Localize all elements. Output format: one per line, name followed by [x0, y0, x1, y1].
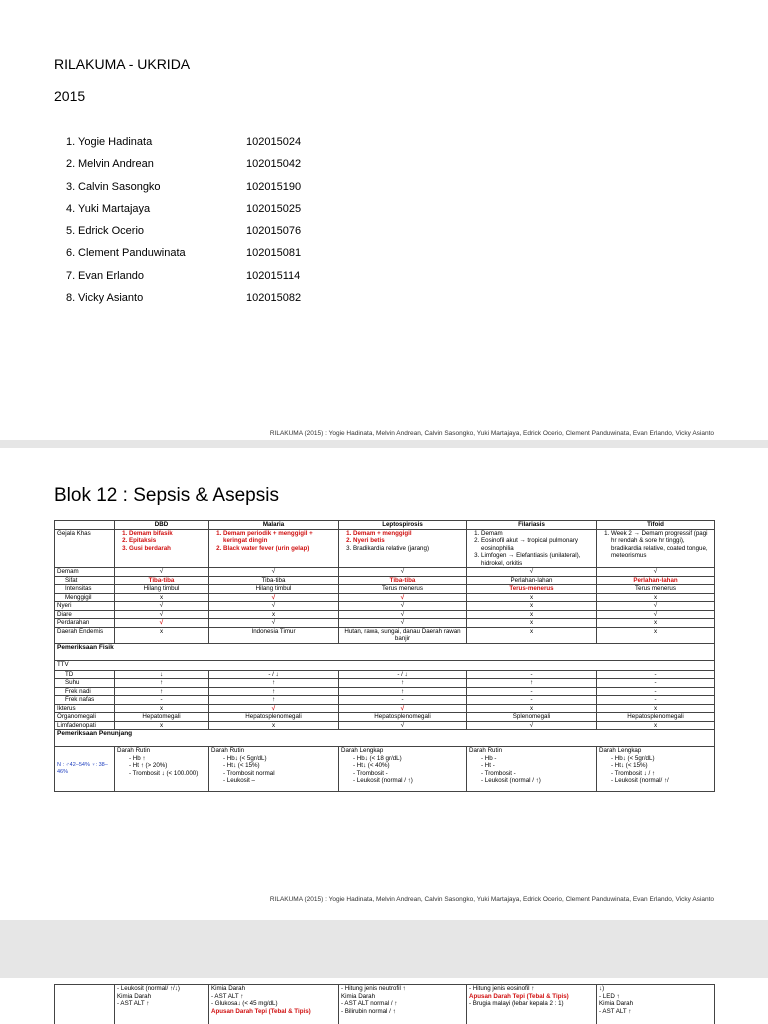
member-row — [66, 270, 301, 292]
table-cell: - — [467, 670, 597, 679]
lab-heading: Darah Lengkap — [341, 747, 384, 754]
row-label: Limfadenopati — [55, 721, 115, 730]
row-label: Demam — [55, 568, 115, 577]
table-cell: Splenomegali — [467, 713, 597, 722]
table-cell: √ — [209, 568, 339, 577]
lab-cell — [209, 985, 339, 1024]
list-item: 2. Eosinofil akut → tropical pulmonary eosinophilia — [481, 537, 594, 552]
table-cell: x — [209, 721, 339, 730]
filariasis-cell — [467, 529, 597, 568]
table-cell: Tiba-tiba — [115, 576, 209, 585]
table-row — [55, 670, 715, 679]
member-id: 102015190 — [246, 180, 302, 193]
table-cell: x — [597, 704, 715, 713]
lab-item: - Hb - — [481, 755, 594, 763]
list-item: 1. Demam bifasik — [129, 530, 206, 538]
penunjang-note: N : ♂42–54% ♀: 38–46% — [55, 747, 115, 792]
table-cell: - — [597, 679, 715, 688]
member-number: 8. — [66, 292, 76, 305]
table-cell: √ — [339, 610, 467, 619]
continuation-table — [54, 984, 715, 1024]
lab-list — [469, 755, 594, 785]
table-cell: Hepatosplenomegali — [597, 713, 715, 722]
lab-list — [599, 755, 712, 785]
lab-item: - Leukosit – — [223, 777, 336, 785]
lab-item: - Hb↓ (< 18 gr/dL) — [353, 755, 464, 763]
table-row — [55, 696, 715, 705]
lab-cell — [209, 747, 339, 792]
lab-item: - Leukosit (normal / ↑) — [353, 777, 464, 785]
table-cell: x — [597, 721, 715, 730]
row-label: Sifat — [55, 576, 115, 585]
list-item: 1. Demam — [481, 530, 594, 538]
column-header: Leptospirosis — [339, 521, 467, 530]
table-cell: √ — [339, 602, 467, 611]
table-row — [55, 576, 715, 585]
table-cell: Hilang timbul — [209, 585, 339, 594]
lab-cell — [339, 985, 467, 1024]
list-item: 3. Bradikardia relative (jarang) — [353, 545, 464, 553]
table-cell: √ — [115, 602, 209, 611]
malaria-cell — [209, 529, 339, 568]
row-label: Frek nadi — [55, 687, 115, 696]
lab-heading: Darah Rutin — [469, 747, 503, 754]
member-list — [66, 136, 301, 314]
row-label — [55, 985, 115, 1024]
member-number: 6. — [66, 247, 76, 260]
doc-title: RILAKUMA - UKRIDA — [54, 56, 191, 72]
lab-item: - Trombosit normal — [223, 770, 336, 778]
member-name: Calvin Sasongko — [78, 180, 161, 193]
lab-list — [341, 755, 464, 785]
lab-item: - Ht↓ (< 40%) — [353, 762, 464, 770]
lab-item: - Ht↓ (< 15%) — [223, 762, 336, 770]
table-cell: x — [467, 602, 597, 611]
lab-list — [211, 755, 336, 785]
lab-line: - Glukosa↓ (< 45 mg/dL) — [211, 1000, 278, 1007]
list-item: 1. Demam + menggigil — [353, 530, 464, 538]
table-row — [55, 627, 715, 643]
lab-line: - LED ↑ — [599, 992, 620, 1000]
lab-list — [117, 755, 206, 778]
table-cell: Tiba-tiba — [209, 576, 339, 585]
column-header — [55, 521, 115, 530]
member-name: Yogie Hadinata — [78, 136, 153, 148]
member-name: Clement Panduwinata — [78, 247, 186, 260]
table-cell: - — [597, 696, 715, 705]
table-cell: ↑ — [467, 679, 597, 688]
blok-title: Blok 12 : Sepsis & Asepsis — [54, 485, 279, 506]
lab-line: - AST ALT ↑ — [117, 1000, 150, 1007]
lepto-cell — [339, 529, 467, 568]
table-cell: Hepatosplenomegali — [209, 713, 339, 722]
table-cell: - — [467, 696, 597, 705]
row-label: Intensitas — [55, 585, 115, 594]
table-cell: √ — [209, 619, 339, 628]
lab-line: - AST ALT normal / ↑ — [341, 1000, 398, 1007]
row-label: Menggigil — [55, 593, 115, 602]
lab-cell — [597, 985, 715, 1024]
table-cell: √ — [339, 619, 467, 628]
table-cell: √ — [339, 568, 467, 577]
row-label: Suhu — [55, 679, 115, 688]
lab-line: - AST ALT ↑ — [211, 992, 244, 1000]
lab-heading: Darah Rutin — [211, 747, 245, 754]
table-cell: √ — [467, 568, 597, 577]
member-id: 102015081 — [246, 247, 302, 260]
table-row — [55, 704, 715, 713]
table-cell: x — [115, 704, 209, 713]
lab-line: ↓) — [599, 985, 605, 992]
table-cell: - / ↓ — [209, 670, 339, 679]
list-item: 2. Black water fever (urin gelap) — [223, 545, 336, 553]
table-row — [55, 610, 715, 619]
table-cell: √ — [115, 568, 209, 577]
section-penunjang: Pemeriksaan Penunjang — [55, 730, 715, 747]
symptom-list — [341, 530, 464, 553]
table-cell: - — [597, 687, 715, 696]
section-row — [55, 643, 715, 660]
table-cell: ↑ — [115, 687, 209, 696]
column-header: Tifoid — [597, 521, 715, 530]
table-cell: Terus menerus — [339, 585, 467, 594]
lab-line: Kimia Darah — [211, 985, 246, 992]
member-name: Edrick Ocerio — [78, 225, 145, 238]
member-name: Vicky Asianto — [78, 292, 144, 305]
dbd-cell — [115, 529, 209, 568]
member-number: 3. — [66, 180, 76, 193]
table-cell: ↓ — [115, 670, 209, 679]
column-header: DBD — [115, 521, 209, 530]
page-2-footer: RILAKUMA (2015) : Yogie Hadinata, Melvin Andrean, Calvin Sasongko, Yuki Martajaya, Edrick Ocerio, Clement Panduwinata, Evan Erlando, Vicky Asianto — [269, 896, 714, 903]
member-row — [66, 136, 301, 158]
lab-line: - Leukosit (normal/ ↑/↓) — [117, 985, 180, 992]
table-row — [55, 602, 715, 611]
row-label: Frek nafas — [55, 696, 115, 705]
list-item: 2. Epitaksis — [129, 537, 206, 545]
lab-item: - Ht - — [481, 762, 594, 770]
column-header: Filariasis — [467, 521, 597, 530]
table-cell: Hutan, rawa, sungai, danau Daerah rawan banjir — [339, 627, 467, 643]
table-cell: √ — [597, 568, 715, 577]
row-label: Nyeri — [55, 602, 115, 611]
symptom-list — [469, 530, 594, 568]
table-cell: ↑ — [115, 679, 209, 688]
symptom-list — [211, 530, 336, 553]
table-row — [55, 585, 715, 594]
lab-item: - Leukosit (normal/ ↑/ — [611, 777, 712, 785]
table-cell: √ — [209, 602, 339, 611]
lab-cell — [115, 747, 209, 792]
table-cell: Terus-menerus — [467, 585, 597, 594]
table-cell: √ — [115, 619, 209, 628]
section-fisik: Pemeriksaan Fisik — [55, 643, 715, 660]
table-cell: ↑ — [339, 687, 467, 696]
table-cell: Terus menerus — [597, 585, 715, 594]
table-cell: Tiba-tiba — [339, 576, 467, 585]
row-label: Perdarahan — [55, 619, 115, 628]
member-id: 102015042 — [246, 158, 302, 171]
table-row — [55, 679, 715, 688]
table-row — [55, 593, 715, 602]
table-cell: x — [467, 619, 597, 628]
member-row — [66, 203, 301, 225]
member-row — [66, 292, 301, 314]
table-cell: √ — [597, 610, 715, 619]
table-cell: Hepatomegali — [115, 713, 209, 722]
table-cell: Perlahan-lahan — [467, 576, 597, 585]
lab-line: - Bilirubin normal / ↑ — [341, 1007, 396, 1015]
table-cell: x — [115, 593, 209, 602]
row-label: TD — [55, 670, 115, 679]
table-cell: ↑ — [209, 696, 339, 705]
lab-item: - Trombosit - — [481, 770, 594, 778]
lab-cell — [339, 747, 467, 792]
member-row — [66, 181, 301, 203]
lab-cell — [467, 985, 597, 1024]
doc-year: 2015 — [54, 88, 86, 104]
lab-line: Apusan Darah Tepi (Tebal & Tipis) — [211, 1007, 311, 1015]
ttv-label: TTV — [55, 660, 715, 670]
table-cell: x — [597, 593, 715, 602]
table-row — [55, 713, 715, 722]
table-row — [55, 529, 715, 568]
lab-line: Kimia Darah — [341, 992, 376, 1000]
section-row — [55, 730, 715, 747]
member-row — [66, 158, 301, 180]
lab-cell — [597, 747, 715, 792]
table-header-row — [55, 521, 715, 530]
table-cell: x — [597, 627, 715, 643]
member-name: Yuki Martajaya — [78, 202, 151, 215]
lab-line: - Brugia malayi (lebar kepala 2 : 1) — [469, 1000, 564, 1007]
member-name: Evan Erlando — [78, 269, 145, 282]
lab-heading: Darah Lengkap — [599, 747, 642, 754]
page-3 — [0, 978, 768, 1024]
table-row — [55, 747, 715, 792]
table-row — [55, 619, 715, 628]
table-row — [55, 568, 715, 577]
lab-cell — [115, 985, 209, 1024]
lab-item: - Ht↓ (< 15%) — [611, 762, 712, 770]
table-cell: Hilang timbul — [115, 585, 209, 594]
lab-item: - Leukosit (normal / ↑) — [481, 777, 594, 785]
lab-line: - Hitung jenis eosinofil ↑ — [469, 985, 535, 992]
table-cell: √ — [467, 721, 597, 730]
lab-line: - Hitung jenis neutrofil ↑ — [341, 985, 406, 992]
list-item: 3. Gusi berdarah — [129, 545, 206, 553]
table-cell: Hepatosplenomegali — [339, 713, 467, 722]
lab-item: - Trombosit ↓ / ↑ — [611, 770, 712, 778]
row-label: Organomegali — [55, 713, 115, 722]
list-item: 3. Limfogen → Elefantiasis (unilateral), hidrokel, orkitis — [481, 552, 594, 567]
table-cell: √ — [209, 704, 339, 713]
table-cell: √ — [339, 704, 467, 713]
table-row — [55, 985, 715, 1024]
table-cell: x — [597, 619, 715, 628]
table-row — [55, 687, 715, 696]
table-cell: √ — [115, 610, 209, 619]
table-cell: x — [467, 610, 597, 619]
lab-line: Kimia Darah — [117, 992, 152, 1000]
lab-item: - Hb ↑ — [129, 755, 206, 763]
lab-item: - Trombosit - — [353, 770, 464, 778]
member-id: 102015025 — [246, 202, 302, 215]
list-item: 1. Demam periodik + menggigil + keringat dingin — [223, 530, 336, 545]
table-cell: √ — [339, 721, 467, 730]
symptom-list — [117, 530, 206, 553]
lab-item: - Hb↓ (< 5gr/dL) — [223, 755, 336, 763]
table-cell: x — [115, 721, 209, 730]
table-cell: x — [115, 627, 209, 643]
table-cell: x — [209, 610, 339, 619]
table-cell: - — [467, 687, 597, 696]
list-item: 2. Nyeri betis — [353, 537, 464, 545]
table-row — [55, 721, 715, 730]
lab-item: - Hb↓ (< 5gr/dL) — [611, 755, 712, 763]
page-1-footer: RILAKUMA (2015) : Yogie Hadinata, Melvin Andrean, Calvin Sasongko, Yuki Martajaya, Edrick Ocerio, Clement Panduwinata, Evan Erlando, Vicky Asianto — [269, 430, 714, 437]
member-row — [66, 225, 301, 247]
table-cell: √ — [209, 593, 339, 602]
table-cell: Indonesia Timur — [209, 627, 339, 643]
column-header: Malaria — [209, 521, 339, 530]
member-number: 4. — [66, 202, 76, 215]
table-cell: x — [467, 704, 597, 713]
lab-line: Kimia Darah — [599, 1000, 634, 1007]
member-id: 102015082 — [246, 292, 302, 305]
lab-line: - AST ALT ↑ — [599, 1007, 632, 1015]
lab-line: Apusan Darah Tepi (Tebal & Tipis) — [469, 992, 569, 1000]
member-row — [66, 247, 301, 269]
table-cell: x — [467, 627, 597, 643]
table-cell: - — [115, 696, 209, 705]
table-cell: Perlahan-lahan — [597, 576, 715, 585]
row-label: Gejala Khas — [55, 529, 115, 568]
table-cell: - — [339, 696, 467, 705]
table-cell: - — [597, 670, 715, 679]
member-number: 5. — [66, 225, 76, 238]
list-item: 1. Week 2 → Demam progressif (pagi hr rendah & sore hr tinggi), bradikardia relative, coated tongue, meteorismus — [611, 530, 712, 560]
table-cell: ↑ — [209, 687, 339, 696]
row-label: Daerah Endemis — [55, 627, 115, 643]
table-cell: x — [467, 593, 597, 602]
page-2 — [0, 448, 768, 920]
member-id: 102015114 — [246, 269, 301, 282]
member-number: 7. — [66, 269, 76, 282]
member-number: 2. — [66, 158, 76, 171]
table-cell: ↑ — [339, 679, 467, 688]
member-number: 1. — [66, 136, 76, 148]
lab-item: - Trombosit ↓ (< 100.000) — [129, 770, 206, 778]
table-cell: ↑ — [209, 679, 339, 688]
row-label: Diare — [55, 610, 115, 619]
member-name: Melvin Andrean — [78, 158, 154, 171]
member-id: 102015076 — [246, 225, 302, 238]
member-id: 102015024 — [246, 136, 302, 148]
comparison-table — [54, 520, 715, 792]
tifoid-cell — [597, 529, 715, 568]
table-cell: - / ↓ — [339, 670, 467, 679]
page-1 — [0, 0, 768, 440]
symptom-list — [599, 530, 712, 560]
lab-heading: Darah Rutin — [117, 747, 151, 754]
table-cell: √ — [339, 593, 467, 602]
lab-item: - Ht ↑ (> 20%) — [129, 762, 206, 770]
table-row — [55, 660, 715, 670]
row-label: Ikterus — [55, 704, 115, 713]
table-cell: √ — [597, 602, 715, 611]
lab-cell — [467, 747, 597, 792]
